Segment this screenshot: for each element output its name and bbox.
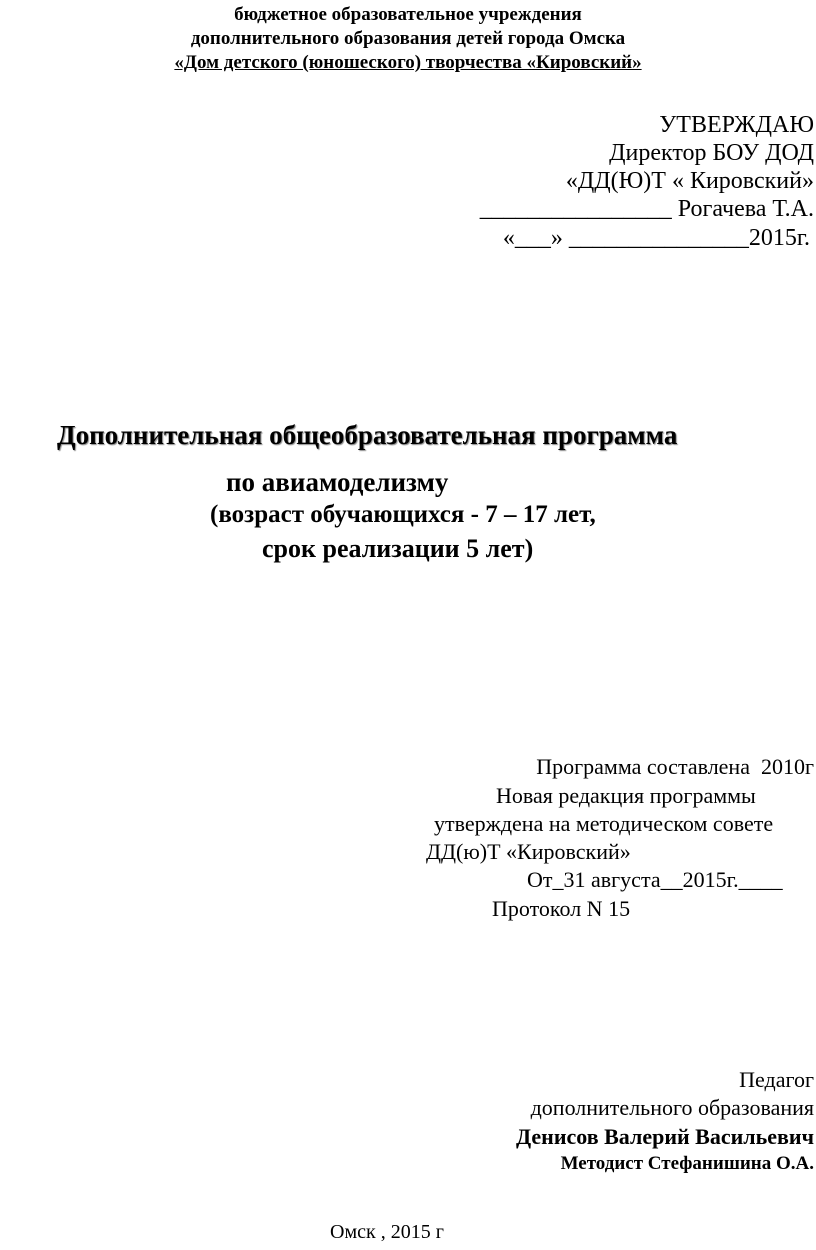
author-role-1: Педагог [739, 1067, 814, 1092]
new-edition: Новая редакция программы [496, 783, 756, 808]
approved-council: утверждена на методическом совете [434, 811, 774, 836]
program-subject: по авиамоделизму [226, 467, 449, 497]
author-role-2: дополнительного образования [530, 1095, 814, 1120]
header-line-2: дополнительного образования детей города Омска [190, 28, 626, 49]
header-line-1: бюджетное образовательное учреждения [234, 4, 582, 25]
approval-title: УТВЕРЖДАЮ [659, 112, 814, 138]
approval-signature: ________________ Рогачева Т.А. [479, 196, 814, 222]
composed-info: Программа составлена 2010г [536, 754, 814, 779]
approval-date: «___» _______________2015г. [502, 225, 810, 251]
program-age: (возраст обучающихся - 7 – 17 лет, [210, 501, 596, 528]
approval-org: «ДД(Ю)Т « Кировский» [565, 168, 814, 194]
header-line-3 [0, 53, 816, 72]
program-term: срок реализации 5 лет) [262, 534, 534, 563]
footer-place-year: Омск , 2015 г [330, 1221, 444, 1243]
program-title: Дополнительная общеобразовательная программа [57, 420, 678, 450]
approval-position: Директор БОУ ДОД [609, 140, 814, 166]
header-org-name: «Дом детского (юношеского) творчества «Кировский» [174, 52, 642, 73]
protocol-number: Протокол N 15 [492, 896, 631, 921]
methodist-name: Методист Стефанишина О.А. [560, 1153, 814, 1174]
approved-date: От_31 августа__2015г.____ [527, 867, 783, 892]
approved-org: ДД(ю)Т «Кировский» [426, 839, 631, 864]
teacher-name: Денисов Валерий Васильевич [516, 1124, 814, 1149]
